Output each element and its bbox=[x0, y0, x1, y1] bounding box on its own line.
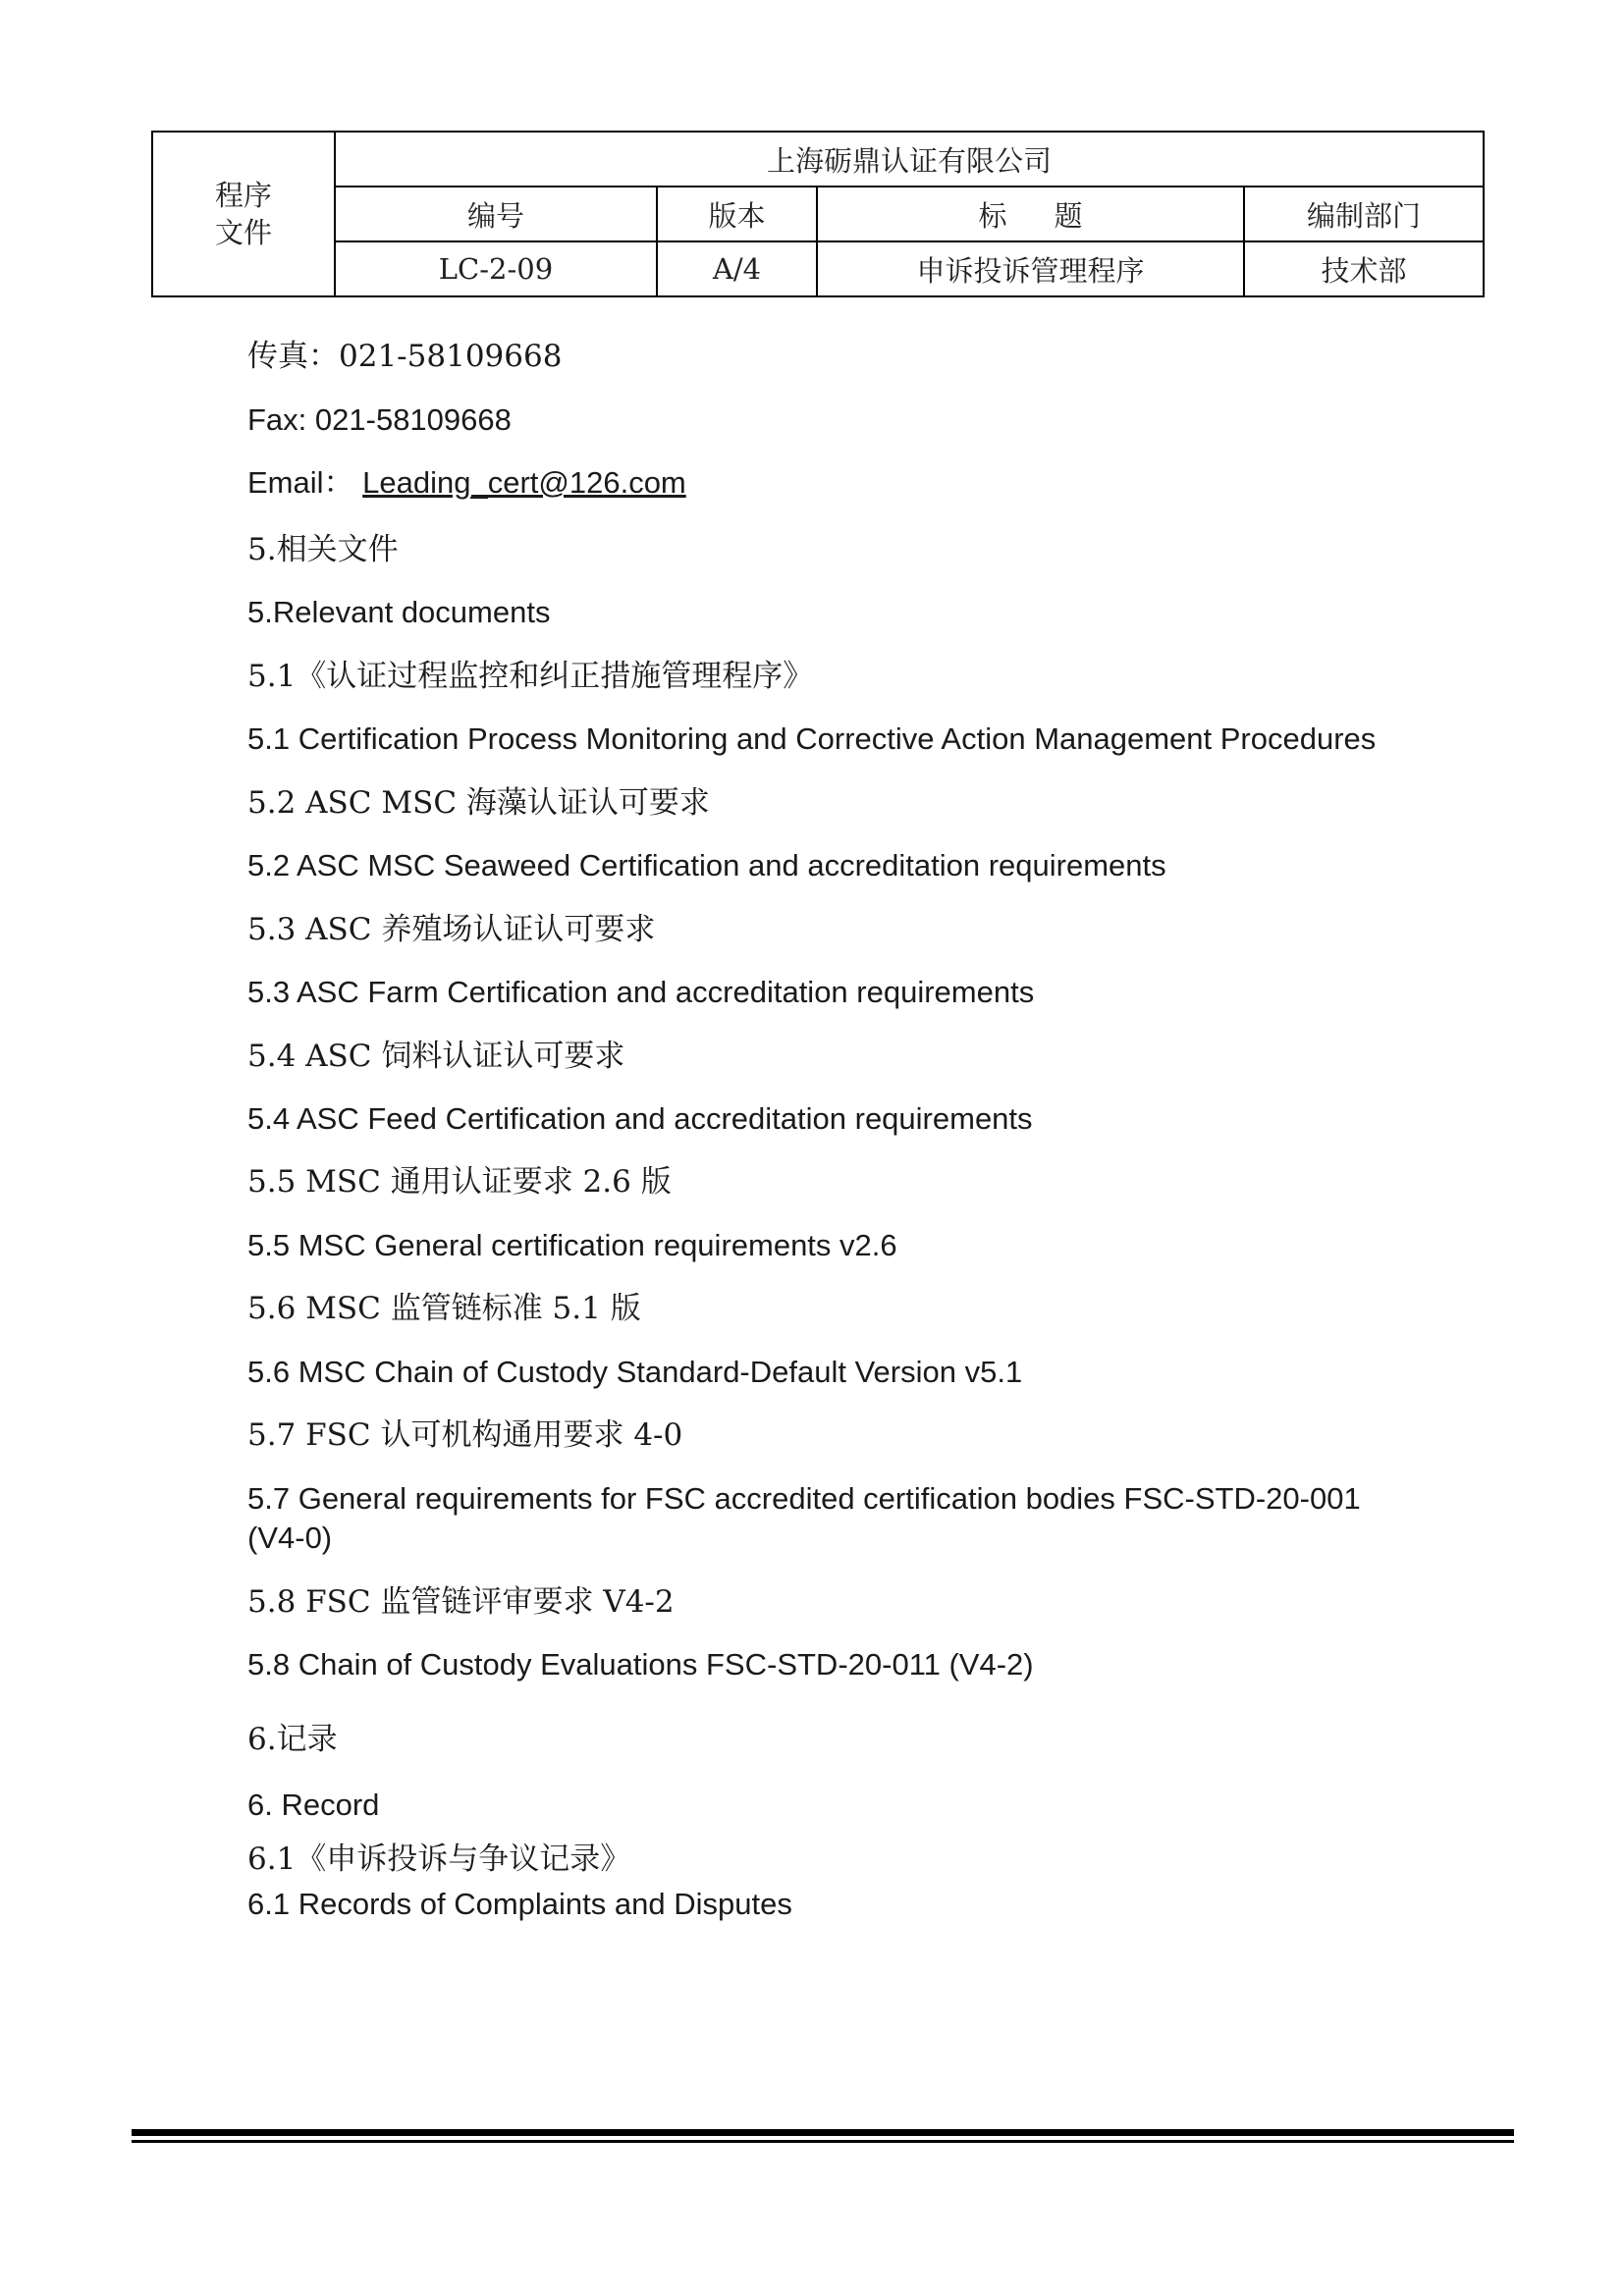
doc-5-5-zh: 5.5 MSC 通用认证要求 2.6 版 bbox=[247, 1164, 672, 1200]
doc-5-6-en: 5.6 MSC Chain of Custody Standard-Default Version v5.1 bbox=[247, 1355, 1023, 1389]
doc-type-line2: 文件 bbox=[214, 216, 272, 249]
col-title-label bbox=[817, 187, 1244, 241]
record-6-1-en: 6.1 Records of Complaints and Disputes bbox=[247, 1887, 792, 1921]
fax-zh: 传真：021-58109668 bbox=[247, 339, 563, 374]
email-link[interactable]: Leading_cert@126.com bbox=[362, 465, 686, 500]
col-dept-label: 编制部门 bbox=[1244, 187, 1484, 241]
document-header-table bbox=[151, 131, 1485, 297]
col-version-label: 版本 bbox=[657, 187, 817, 241]
doc-version-value: A/4 bbox=[657, 241, 817, 296]
doc-5-3-en: 5.3 ASC Farm Certification and accreditation requirements bbox=[247, 975, 1035, 1009]
doc-5-4-zh: 5.4 ASC 饲料认证认可要求 bbox=[247, 1039, 625, 1074]
fax-en: Fax: 021-58109668 bbox=[247, 402, 512, 437]
doc-5-6-zh: 5.6 MSC 监管链标准 5.1 版 bbox=[247, 1291, 641, 1326]
footer-double-rule bbox=[132, 2129, 1514, 2143]
doc-number-value: LC-2-09 bbox=[335, 241, 657, 296]
doc-5-2-en: 5.2 ASC MSC Seaweed Certification and accreditation requirements bbox=[247, 848, 1166, 882]
doc-5-2-zh: 5.2 ASC MSC 海藻认证认可要求 bbox=[247, 785, 710, 821]
doc-5-1-zh: 5.1《认证过程监控和纠正措施管理程序》 bbox=[247, 659, 814, 694]
record-heading-zh: 6.记录 bbox=[247, 1722, 338, 1757]
doc-5-8-zh: 5.8 FSC 监管链评审要求 V4-2 bbox=[247, 1584, 675, 1620]
col-title-text: 标题 bbox=[978, 198, 1130, 233]
doc-type-cell bbox=[152, 132, 335, 296]
email-line bbox=[247, 463, 686, 503]
doc-5-4-en: 5.4 ASC Feed Certification and accreditation requirements bbox=[247, 1101, 1033, 1136]
company-name: 上海砺鼎认证有限公司 bbox=[335, 132, 1484, 187]
doc-title-value: 申诉投诉管理程序 bbox=[817, 241, 1244, 296]
doc-type-line1: 程序 bbox=[214, 179, 272, 212]
email-label: Email： bbox=[247, 465, 354, 500]
relevant-docs-heading-en: 5.Relevant documents bbox=[247, 595, 551, 629]
doc-dept-value: 技术部 bbox=[1244, 241, 1484, 296]
doc-5-3-zh: 5.3 ASC 养殖场认证认可要求 bbox=[247, 912, 656, 947]
col-number-label: 编号 bbox=[335, 187, 657, 241]
doc-5-7-en: 5.7 General requirements for FSC accredited certification bodies FSC-STD-20-001 (V4-0) bbox=[247, 1481, 1361, 1555]
record-heading-en: 6. Record bbox=[247, 1788, 380, 1822]
doc-5-7-zh: 5.7 FSC 认可机构通用要求 4-0 bbox=[247, 1417, 683, 1453]
doc-5-5-en: 5.5 MSC General certification requirements v2.6 bbox=[247, 1228, 897, 1262]
record-6-1-zh: 6.1《申诉投诉与争议记录》 bbox=[247, 1842, 631, 1877]
doc-5-8-en: 5.8 Chain of Custody Evaluations FSC-STD-20-011 (V4-2) bbox=[247, 1647, 1034, 1682]
doc-5-1-en: 5.1 Certification Process Monitoring and Corrective Action Management Procedures bbox=[247, 721, 1377, 756]
relevant-docs-heading-zh: 5.相关文件 bbox=[247, 532, 399, 567]
